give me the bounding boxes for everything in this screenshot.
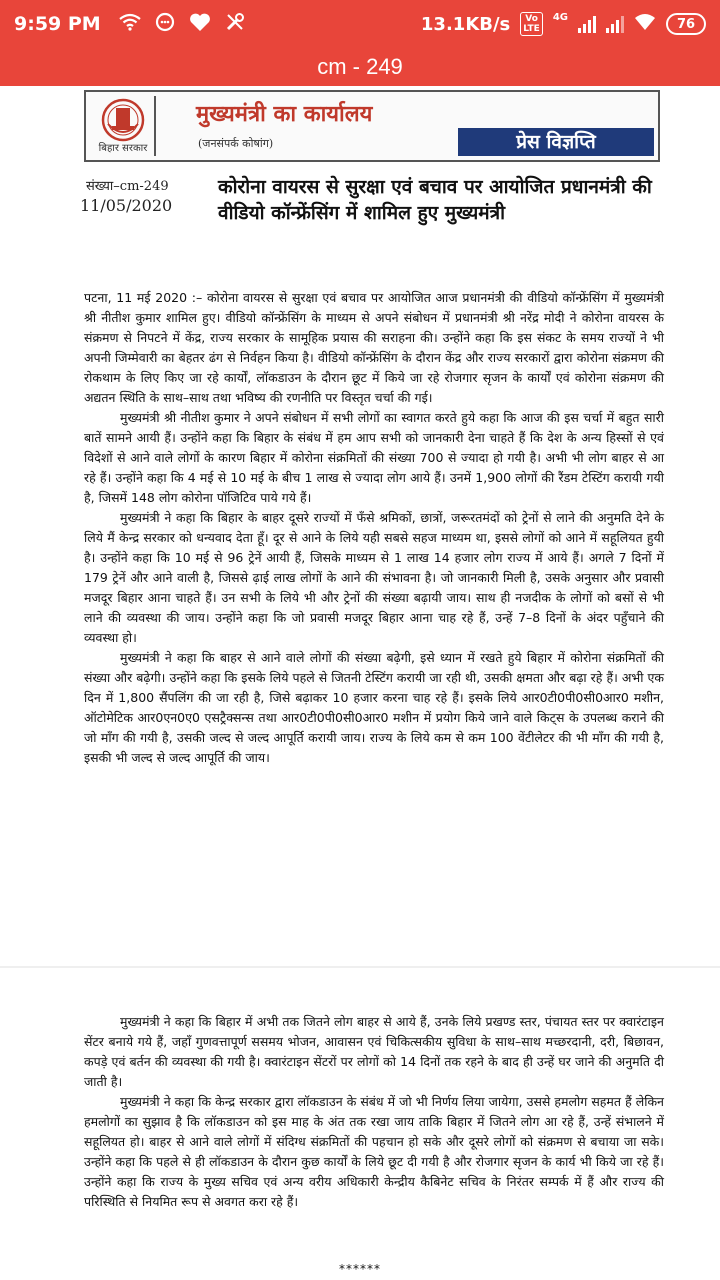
wifi-status-icon <box>634 13 656 36</box>
paragraph: पटना, 11 मई 2020 :– कोरोना वायरस से सुरक्षा एवं बचाव पर आयोजित आज प्रधानमंत्री की वीडियो कॉन्फ्रेंसिंग में मुख्यमंत्री श्री नीतीश कुमार शामिल हुए। वीडियो कॉन्फ्रेंसिंग के माध्यम से अपने संबोधन में प्रधानमंत्री श्री नरेंद्र मोदी ने कोरोना वायरस के संक्रमण से निपटने में केंद्र, राज्य सरकार के सामूहिक प्रयास की सराहना की। उन्होंने कहा कि इस संकट के समय राज्यों ने भी अपनी जिम्मेवारी का बेहतर ढंग से निर्वहन किया है। वीडियो कॉन्फ्रेंसिंग के दौरान केंद्र और राज्य सरकारों द्वारा कोरोना संक्रमण की रोकथाम के लिए किए जा रहे कार्यों, लॉकडाउन के दौरान छूट में किये जा रहे रोजगार सृजन के कार्यों एवं कोरोना संक्रमण की अद्यतन स्थिति के साथ–साथ तथा भविष्य की रणनीति पर विस्तृत चर्चा की गई। <box>84 290 664 405</box>
bihar-emblem <box>90 96 156 156</box>
press-release-banner: प्रेस विज्ञप्ति <box>458 128 654 156</box>
reference-number: संख्या–cm-249 <box>86 179 169 194</box>
paragraph: मुख्यमंत्री ने कहा कि बाहर से आने वाले लोगों की संख्या बढ़ेगी, इसे ध्यान में रखते हुये बिहार में कोरोना संक्रमितों की संख्या और बढ़ेगी। उन्होंने कहा कि इसके लिये पहले से जितनी टेस्टिंग करायी जा रही थी, उसकी क्षमता और बढ़ा रहे हैं। अभी एक दिन में 1,800 सैंपलिंग की जा रही है, जिसे बढ़ाकर 10 हजार करना चाह रहे हैं। इसके लिये आर0टी0पी0सी0आर0 मशीन, ऑटोमेटिक आर0एन0ए0 एसट्रैक्सन्स तथा आर0टी0पी0सी0आर0 मशीन में प्रयोग किये जाने वाले किट्स के उपलब्ध कराने की जो माँग की गयी है, उसकी जल्द से जल्द आपूर्ति करायी जाय। राज्य के लिये कम से कम 100 वेंटीलेटर की भी माँग की गयी है, इसकी भी जल्द से जल्द आपूर्ति की जाय। <box>84 650 664 765</box>
emblem-caption: बिहार सरकार <box>98 143 148 154</box>
status-bar <box>0 0 720 48</box>
network-speed: 13.1KB/s <box>420 13 511 35</box>
heart-icon <box>189 12 211 37</box>
bihar-emblem-icon <box>90 96 156 144</box>
paragraph: मुख्यमंत्री श्री नीतीश कुमार ने अपने संबोधन में सभी लोगों का स्वागत करते हुये कहा कि आज की इस चर्चा में बहुत सारी बातें सामने आयी हैं। उन्होंने कहा कि बिहार के संबंध में हम आप सभी को जानकारी देना चाहते हैं कि देश के अन्य हिस्सों से एवं विदेशों से आने वाले लोगों के कारण बिहार में कोरोना संक्रमितों की संख्या 700 से ज्यादा हो गयी है। अभी भी लोग बाहर से आ रहे हैं। उन्होंने कहा कि 4 मई से 10 मई के बीच 1 लाख से ज्यादा लोग आये हैं। उनमें 1,900 लोगों की रैंडम टेस्टिंग करायी गयी है, जिसमें 148 लोग कोरोना पॉजिटिव पाये गये हैं। <box>84 410 664 505</box>
system-indicators <box>421 12 706 36</box>
office-title: मुख्यमंत्री का कार्यालय <box>196 101 373 127</box>
notification-icons <box>119 12 245 37</box>
headline: कोरोना वायरस से सुरक्षा एवं बचाव पर आयोजित प्रधानमंत्री की वीडियो कॉन्फ्रेंसिंग में शामिल हुए मुख्यमंत्री <box>218 176 652 224</box>
status-time: 9:59 PM <box>14 13 101 35</box>
document-title-bar <box>0 48 720 86</box>
paragraph: मुख्यमंत्री ने कहा कि केन्द्र सरकार द्वारा लॉकडाउन के संबंध में जो भी निर्णय लिया जायेगा, उससे हमलोग सहमत हैं लेकिन हमलोगों का सुझाव है कि लॉकडाउन को इस माह के अंत तक रखा जाय ताकि बिहार में जितने लोग आ रहे हैं, उन्हें संभालने में सहूलियत हो। बाहर से आने वाले लोगों में संदिग्ध संक्रमितों की पहचान हो सके और दूसरे लोगों को संक्रमण से बचाया जा सके। उन्होंने कहा कि पहले से ही लॉकडाउन के दौरान कुछ कार्यों के लिये छूट दी गयी है और रोजगार सृजन के कार्य भी किये जा रहे हैं। उन्होंने कहा कि राज्य के मुख्य सचिव एवं अन्य वरीय अधिकारी केन्द्रीय कैबिनेट सचिव के निरंतर सम्पर्क में हैं और राज्य की परिस्थिति से नियमित रूप से अवगत करा रहे हैं। <box>84 1094 664 1209</box>
letterhead <box>84 90 660 162</box>
signal-icon-2 <box>606 15 624 33</box>
reference-date: 11/05/2020 <box>80 196 173 215</box>
volte-icon: Vo LTE <box>520 12 543 36</box>
chat-icon <box>155 12 175 37</box>
document-page-1[interactable] <box>0 86 720 966</box>
page-1-body <box>84 288 664 768</box>
paragraph: मुख्यमंत्री ने कहा कि बिहार के बाहर दूसरे राज्यों में फँसे श्रमिकों, छात्रों, जरूरतमंदों को ट्रेनों से लाने की अनुमति देने के लिये मैं केन्द्र सरकार को धन्यवाद देता हूँ। दूर से आने के लिये यही सबसे सहज माध्यम था, इससे लोगों को आने में सहूलियत हुयी है। उन्होंने कहा कि 10 मई से 96 ट्रेनें आयी हैं, जिसके माध्यम से 1 लाख 14 हजार लोग राज्य में आये हैं। अगले 7 दिनों में 179 ट्रेनें और आने वाली है, जिससे ढ़ाई लाख लोगों के आने की संभावना है। जो जानकारी मिली है, उसके अनुसार और प्रवासी मजदूर बिहार आना चाहते हैं। उन सभी के लिये भी और ट्रेनों की संख्या बढ़ायी जाय। साथ ही नजदीक के लोगों को बसों से भी लाने की व्यवस्था की जाय। उन्होंने कहा कि जो प्रवासी मजदूर बिहार आना चाह रहे हैं, उन्हें 7–8 दिनों के अंदर पहुँचाने की व्यवस्था हो। <box>84 510 664 645</box>
page-2-body <box>84 1012 664 1212</box>
document-page-2[interactable] <box>0 968 720 1280</box>
end-mark: ****** <box>339 1262 381 1276</box>
network-type: 4G <box>552 12 568 23</box>
battery-icon: 76 <box>666 13 706 35</box>
document-title: cm - 249 <box>317 54 403 79</box>
paragraph: मुख्यमंत्री ने कहा कि बिहार में अभी तक जितने लोग बाहर से आये हैं, उनके लिये प्रखण्ड स्तर, पंचायत स्तर पर क्वारंटाइन सेंटर बनाये गये हैं, जहाँ गुणवत्तापूर्ण ससमय भोजन, आवासन एवं चिकित्सकीय सुविधा के साथ–साथ मच्छरदानी, दरी, बिछावन, कपड़े एवं बर्तन की व्यवस्था की गयी है। क्वारंटाइन सेंटरों पर लोगों को 14 दिनों तक रहने के बाद ही उन्हें घर जाने की अनुमति दी जाती है। <box>84 1014 664 1089</box>
signal-icon-1 <box>578 15 596 33</box>
wifi-icon <box>119 12 141 36</box>
tools-icon <box>225 12 245 37</box>
office-subtitle: (जनसंपर्क कोषांग) <box>198 137 274 150</box>
